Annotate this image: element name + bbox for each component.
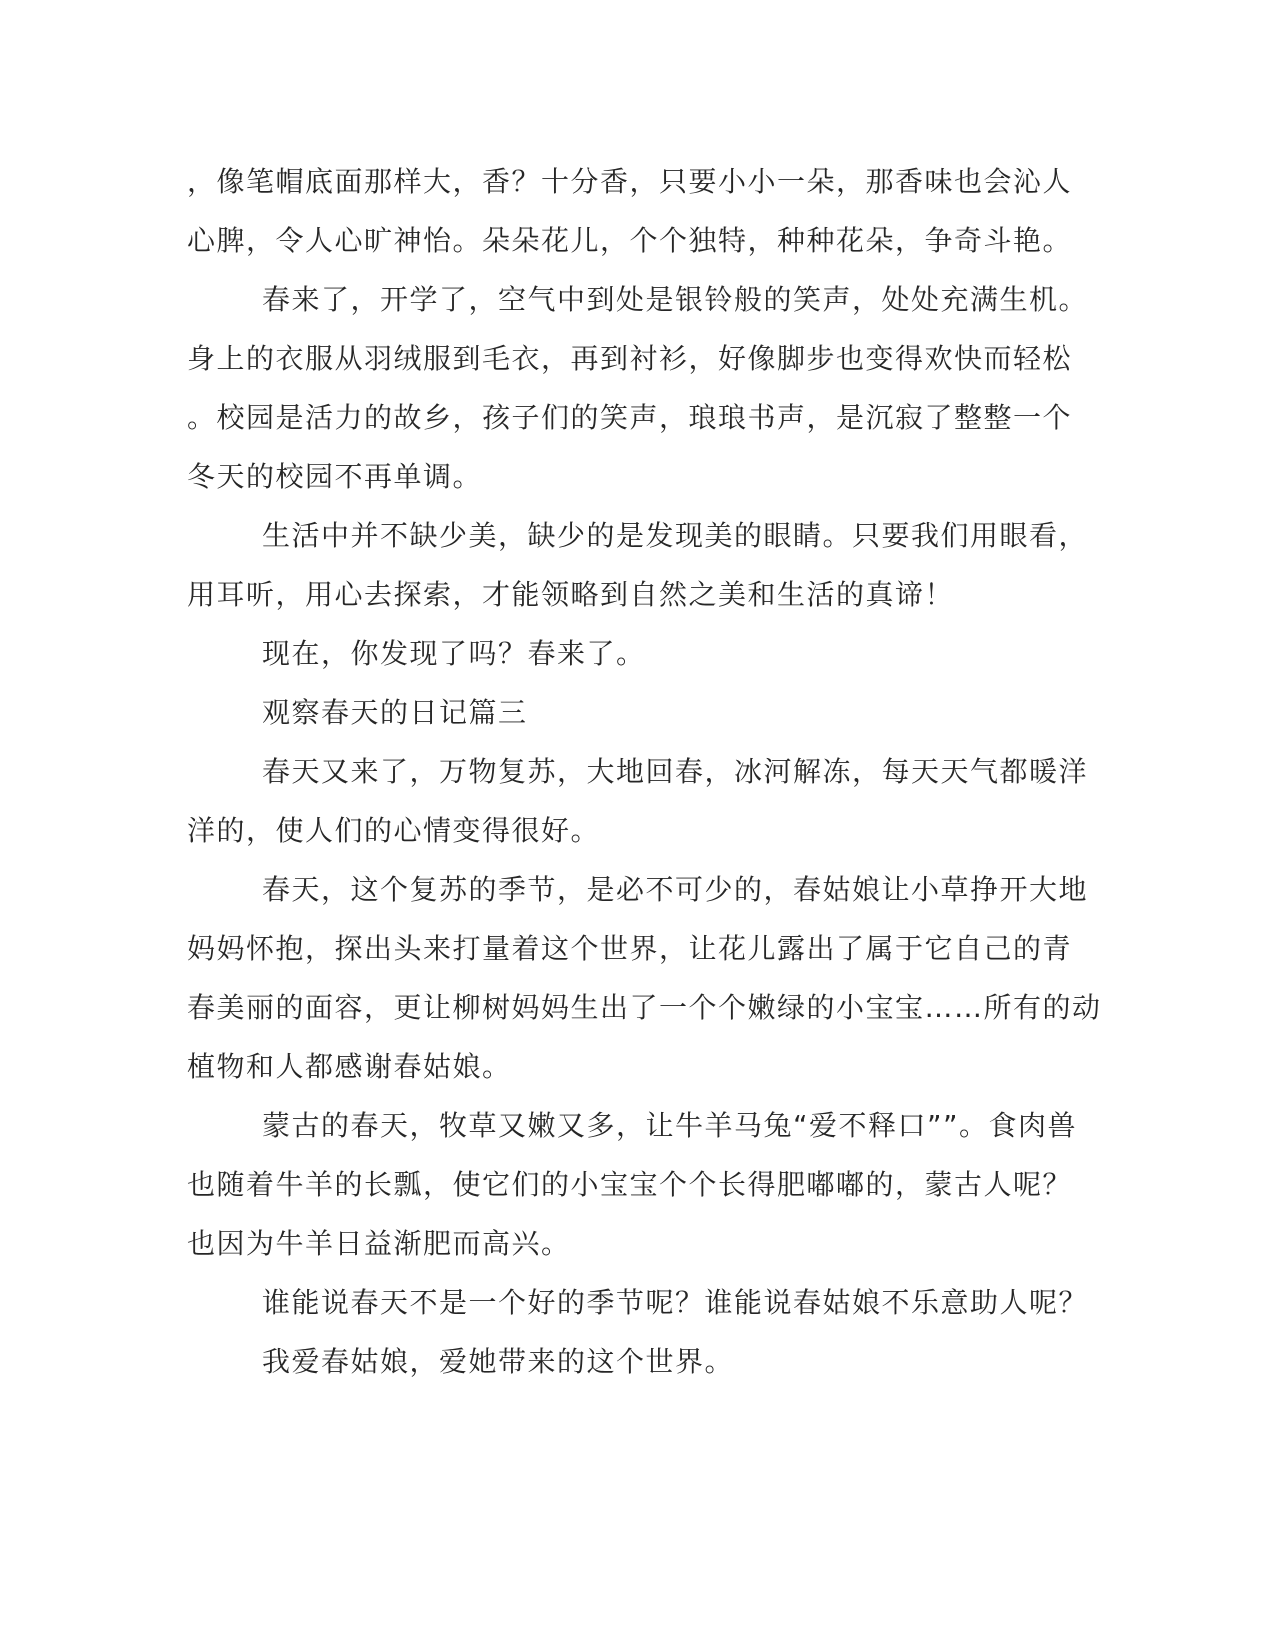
text-line: 妈妈怀抱，探出头来打量着这个世界，让花儿露出了属于它自己的青 <box>187 932 1073 965</box>
text-line: 心脾，令人心旷神怡。朵朵花儿，个个独特，种种花朵，争奇斗艳。 <box>187 224 1073 257</box>
text-line: 也随着牛羊的长瓢，使它们的小宝宝个个长得肥嘟嘟的，蒙古人呢？ <box>187 1168 1073 1201</box>
text-line: 。校园是活力的故乡，孩子们的笑声，琅琅书声，是沉寂了整整一个 <box>187 401 1073 434</box>
text-line: 春天，这个复苏的季节，是必不可少的，春姑娘让小草挣开大地 <box>262 873 1089 906</box>
text-line: 生活中并不缺少美，缺少的是发现美的眼睛。只要我们用眼看， <box>262 519 1089 552</box>
text-line: 春来了，开学了，空气中到处是银铃般的笑声，处处充满生机。 <box>262 283 1089 316</box>
text-line: 春美丽的面容，更让柳树妈妈生出了一个个嫩绿的小宝宝……所有的动 <box>187 991 1102 1024</box>
text-line: 也因为牛羊日益渐肥而高兴。 <box>187 1227 571 1260</box>
text-line: 植物和人都感谢春姑娘。 <box>187 1050 512 1083</box>
text-line: 洋的，使人们的心情变得很好。 <box>187 814 601 847</box>
text-line: 冬天的校园不再单调。 <box>187 460 483 493</box>
text-line: 春天又来了，万物复苏，大地回春，冰河解冻，每天天气都暖洋 <box>262 755 1089 788</box>
text-line: 身上的衣服从羽绒服到毛衣，再到衬衫，好像脚步也变得欢快而轻松 <box>187 342 1073 375</box>
text-line: 用耳听，用心去探索，才能领略到自然之美和生活的真谛！ <box>187 578 955 611</box>
text-line: 我爱春姑娘，爱她带来的这个世界。 <box>262 1345 735 1378</box>
text-line: 蒙古的春天，牧草又嫩又多，让牛羊马兔“爱不释口””。食肉兽 <box>262 1109 1078 1142</box>
text-line: ，像笔帽底面那样大，香？十分香，只要小小一朵，那香味也会沁人 <box>187 165 1073 198</box>
section-heading: 观察春天的日记篇三 <box>262 696 528 729</box>
text-line: 现在，你发现了吗？春来了。 <box>262 637 646 670</box>
text-line: 谁能说春天不是一个好的季节呢？谁能说春姑娘不乐意助人呢？ <box>262 1286 1089 1319</box>
